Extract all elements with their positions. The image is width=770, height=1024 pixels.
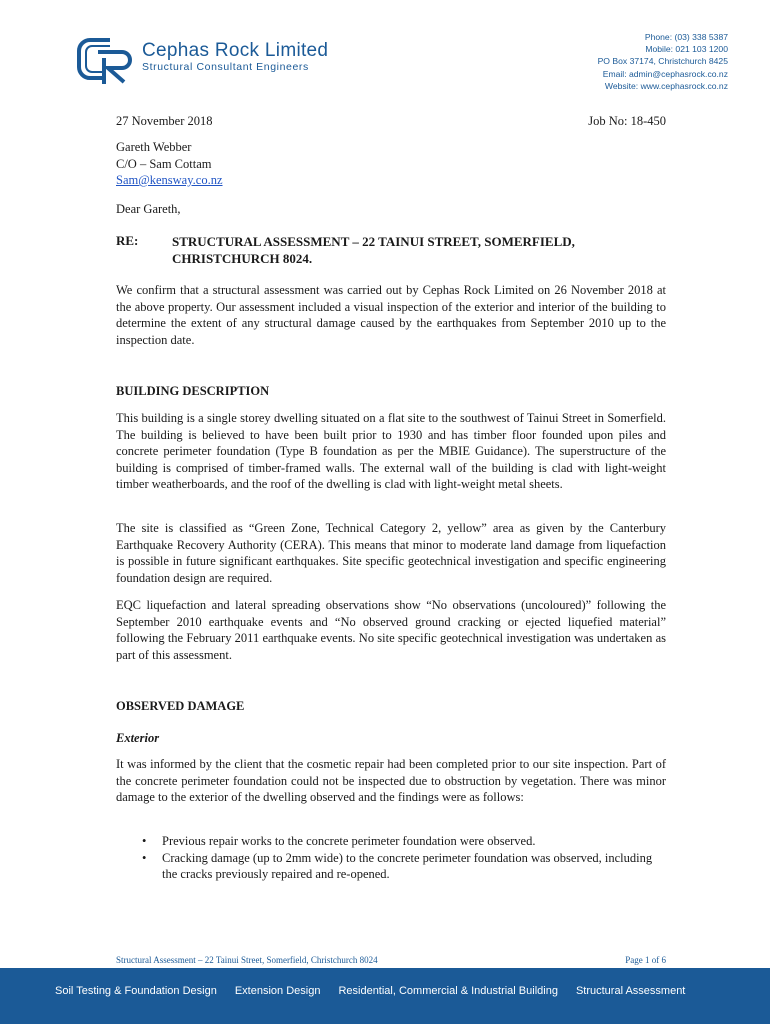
re-subject — [172, 233, 672, 267]
re-subject-line1: STRUCTURAL ASSESSMENT – 22 TAINUI STREET, SOMERFIELD, — [172, 234, 575, 249]
cr-monogram-icon — [76, 34, 138, 84]
finding-item: • Previous repair works to the concrete perimeter foundation were observed. — [116, 833, 666, 850]
company-logo — [76, 34, 376, 84]
building-description-paragraph-2: The site is classified as “Green Zone, Technical Category 2, yellow” area as given by the Canterbury Earthquake Recovery Authority (CERA). This means that minor to moderate land damage from liquefaction is possible in future significant earthquakes. Site specific geotechnical investigation and specific engineering foundation design are required. — [116, 521, 666, 585]
findings-list — [116, 833, 666, 883]
contact-block — [598, 31, 728, 92]
contact-email[interactable]: Email: admin@cephasrock.co.nz — [602, 68, 728, 79]
footer-page-number: Page 1 of 6 — [625, 955, 666, 965]
observed-damage-heading: OBSERVED DAMAGE — [116, 699, 245, 713]
recipient-email-link[interactable]: Sam@kensway.co.nz — [116, 173, 223, 187]
contact-mobile: Mobile: 021 103 1200 — [645, 44, 728, 55]
service-extension-design: Extension Design — [234, 985, 321, 997]
intro-paragraph: We confirm that a structural assessment was carried out by Cephas Rock Limited on 26 November 2018 at the above property. Our assessment included a visual inspection of the exterior and interior of the building to determine the extent of any structural damage caused by the earthquakes from September 2010 up to the inspection date. — [116, 283, 666, 347]
finding-item: • Cracking damage (up to 2mm wide) to the concrete perimeter foundation was observed, including the cracks previously repaired and re-opened. — [116, 850, 666, 883]
building-description-heading: BUILDING DESCRIPTION — [116, 384, 270, 398]
building-description-paragraph-1: This building is a single storey dwelling situated on a flat site to the southwest of Tainui Street in Somerfield. The building is believed to have been built prior to 1930 and has timber floor founded upon piles and concrete perimeter foundation (Type B foundation as per the MBIE Guidance). The superstructure of the building is comprised of timber-framed walls. The external wall of the building is clad with light-weight timber weatherboards, and the roof of the dwelling is clad with light-weight metal sheets. — [116, 411, 666, 491]
recipient-care-of: C/O – Sam Cottam — [116, 156, 212, 171]
service-soil-testing: Soil Testing & Foundation Design — [55, 985, 217, 997]
job-number: Job No: 18-450 — [588, 114, 666, 128]
building-description-paragraph-3: EQC liquefaction and lateral spreading observations show “No observations (uncoloured)” following the September 2010 earthquake events and “No observed ground cracking or ejected liquefied material” following the February 2011 earthquake events. No site specific geotechnical investigation was undertaken as part of this assessment. — [116, 598, 666, 662]
letter-date: 27 November 2018 — [116, 114, 213, 128]
footer-document-title: Structural Assessment – 22 Tainui Street, Somerfield, Christchurch 8024 — [116, 955, 378, 965]
company-tagline: Structural Consultant Engineers — [142, 61, 309, 73]
contact-website[interactable]: Website: www.cephasrock.co.nz — [604, 80, 728, 91]
services-band — [0, 968, 770, 1024]
recipient-name: Gareth Webber — [116, 140, 192, 154]
contact-po-box: PO Box 37174, Christchurch 8425 — [597, 56, 728, 67]
company-name: Cephas Rock Limited — [142, 40, 329, 61]
re-label: RE: — [116, 233, 139, 248]
service-structural-assessment: Structural Assessment — [575, 985, 686, 997]
service-building: Residential, Commercial & Industrial Building — [338, 985, 558, 997]
recipient-block — [116, 139, 223, 189]
exterior-subheading: Exterior — [116, 731, 160, 745]
salutation: Dear Gareth, — [116, 202, 181, 216]
re-subject-line2: CHRISTCHURCH 8024. — [172, 251, 313, 266]
exterior-paragraph: It was informed by the client that the cosmetic repair had been completed prior to our site inspection. Part of the concrete perimeter foundation could not be inspected due to obstruction by vegetation. There was minor damage to the exterior of the dwelling observed and the findings were as follows: — [116, 757, 666, 804]
contact-phone: Phone: (03) 338 5387 — [644, 32, 728, 42]
